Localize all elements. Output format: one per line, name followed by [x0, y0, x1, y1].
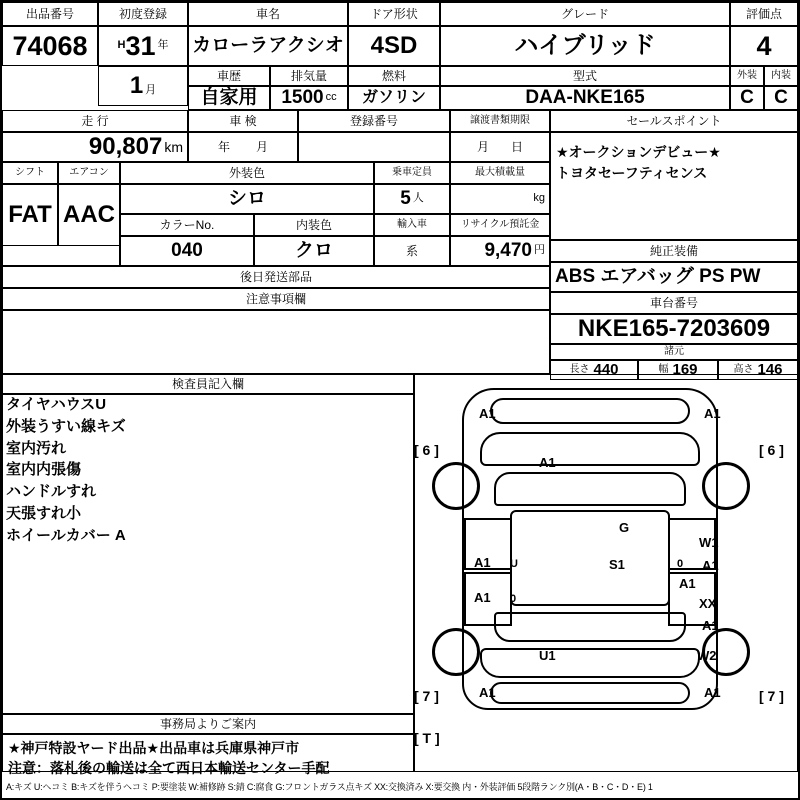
inspector-note: タイヤハウスU — [6, 396, 107, 413]
chassis-number-label: 車台番号 — [550, 292, 798, 314]
inspector-note: ホイールカバー A — [6, 526, 126, 544]
mark-glass-g: G — [619, 520, 630, 535]
width-field: 幅 169 — [638, 360, 718, 380]
first-registration-month: 1 月 — [98, 66, 188, 106]
transfer-deadline-value: 月 日 — [450, 132, 550, 162]
mark-bottom-right-bracket-7: [ 7 ] — [759, 688, 784, 704]
import-label: 輸入車 — [374, 214, 450, 236]
car-history-value: 自家用 — [188, 86, 270, 110]
office-notice-line-2: 注意：落札後の輸送は全て西日本輸送センター手配 — [8, 760, 330, 777]
caution-value — [2, 310, 550, 374]
interior-grade-value: C — [764, 86, 798, 110]
era-label: H — [117, 39, 126, 52]
shaken-label: 車 検 — [188, 110, 298, 132]
sales-point-label: セールスポイント — [550, 110, 798, 132]
front-left-wheel — [432, 462, 480, 510]
model-code-label: 型式 — [440, 66, 730, 86]
seats-value: 5 人 — [374, 184, 450, 214]
registration-number-value — [298, 132, 450, 162]
office-notice-line-1: ★神戸特設ヤード出品★出品車は兵庫県神戸市 — [8, 740, 300, 756]
fuel-label: 燃料 — [348, 66, 440, 86]
mark-right-bracket-6: [ 6 ] — [759, 442, 784, 458]
displacement-label: 排気量 — [270, 66, 348, 86]
max-load-label: 最大積載量 — [450, 162, 550, 184]
displacement-value: 1500 cc — [270, 86, 348, 110]
door-shape-value: 4SD — [348, 26, 440, 66]
door-shape-label: ドア形状 — [348, 2, 440, 26]
color-number-value: 040 — [120, 236, 254, 266]
legend-text: A:キズ U:ヘコミ B:キズを伴うヘコミ P:要塗装 W:補修跡 S:錆 C:腐食 G:フロントガラス点キズ XX:交換済み X:要交換 内・外装評価 5段階ランク別(A・B・C・D・E) 1 — [6, 781, 653, 792]
front-right-wheel — [702, 462, 750, 510]
dimensions-label: 諸元 — [550, 344, 798, 360]
rating-value: 4 — [730, 26, 798, 66]
mark-right-zero-upper: 0 — [677, 558, 684, 570]
rear-left-wheel — [432, 628, 480, 676]
lot-number-label: 出品番号 — [2, 2, 98, 26]
trunk — [480, 648, 700, 678]
model-code-value: DAA-NKE165 — [440, 86, 730, 110]
mark-right-xx: XX — [699, 596, 717, 611]
rear-glass — [494, 612, 686, 642]
inspector-notes — [6, 394, 126, 546]
mark-bottom-u1: U1 — [539, 648, 556, 663]
exterior-color-value: シロ — [120, 184, 374, 214]
mark-right-a1-lower: A1 — [702, 618, 719, 633]
inspector-note: ハンドルすれ — [6, 483, 97, 500]
mark-bottom-left-bracket-7: [ 7 ] — [414, 688, 439, 704]
equipment-label: 純正装備 — [550, 240, 798, 262]
mark-roof-s1: S1 — [609, 557, 625, 572]
car-name-label: 車名 — [188, 2, 348, 26]
height-field: 高さ 146 — [718, 360, 798, 380]
transfer-deadline-label: 譲渡書類期限 — [450, 110, 550, 132]
sales-point-line-2: トヨタセーフティセンス — [556, 165, 708, 181]
exterior-grade-label: 外装 — [730, 66, 764, 86]
max-load-value: kg — [450, 184, 550, 214]
first-registration-value — [98, 26, 188, 66]
mark-right-w1: W1 — [699, 535, 719, 550]
mark-upper-inner-a1: A1 — [539, 455, 556, 470]
first-registration-label: 初度登録 — [98, 2, 188, 26]
fuel-value: ガソリン — [348, 86, 440, 110]
color-number-label: カラーNo. — [120, 214, 254, 236]
car-history-label: 車歴 — [188, 66, 270, 86]
grade-label: グレード — [440, 2, 730, 26]
inspector-note: 外装うすい線キズ — [6, 417, 126, 435]
mark-bottom-bracket-t: [ T ] — [414, 730, 440, 746]
car-name-value: カローラアクシオ — [188, 26, 348, 66]
roof-cabin — [510, 510, 670, 606]
mark-right-a1-mid: A1 — [679, 576, 696, 591]
interior-color-suffix: 系 — [374, 236, 450, 266]
seats-label: 乗車定員 — [374, 162, 450, 184]
mark-left-rear-a1: A1 — [474, 590, 491, 605]
later-parts-label: 後日発送部品 — [2, 266, 550, 288]
interior-grade-label: 内装 — [764, 66, 798, 86]
exterior-color-label: 外装色 — [120, 162, 374, 184]
hood — [480, 432, 700, 466]
registration-number-label: 登録番号 — [298, 110, 450, 132]
inspector-note: 室内内張傷 — [6, 461, 82, 479]
mark-right-a1-upper: A1 — [702, 558, 719, 573]
mileage-value: 90,807 km — [2, 132, 188, 162]
inspector-note: 天張すれ小 — [6, 504, 82, 522]
recycle-fee-label: リサイクル預託金 — [450, 214, 550, 236]
sales-point-line-1: ★オークションデビュー★ — [556, 144, 721, 160]
mark-left-fender-u: U — [510, 558, 518, 570]
caution-label: 注意事項欄 — [2, 288, 550, 310]
lot-number-value: 74068 — [2, 26, 98, 66]
recycle-fee-value: 9,470 円 — [450, 236, 550, 266]
mileage-label: 走 行 — [2, 110, 188, 132]
length-field: 長さ 440 — [550, 360, 638, 380]
equipment-value: ABS エアバッグ PS PW — [550, 262, 798, 292]
grade-value: ハイブリッド — [440, 26, 730, 66]
aircon-value: AAC — [58, 184, 120, 246]
chassis-number-value: NKE165-7203609 — [550, 314, 798, 344]
office-notice-label: 事務局よりご案内 — [2, 714, 414, 734]
mark-top-right-a1: A1 — [704, 406, 721, 421]
shaken-value: 年 月 — [188, 132, 298, 162]
mark-bottom-w2: W2 — [697, 648, 717, 663]
shift-value: FAT — [2, 184, 58, 246]
mark-left-fender-a1: A1 — [474, 555, 491, 570]
windshield — [494, 472, 686, 506]
rating-label: 評価点 — [730, 2, 798, 26]
sales-point-lines — [556, 142, 721, 184]
mark-bottom-right-a1: A1 — [704, 685, 721, 700]
car-diagram — [414, 380, 798, 768]
inspector-note: 室内汚れ — [6, 439, 67, 457]
year-value: 31 — [125, 30, 156, 61]
rear-bumper — [490, 682, 690, 704]
shift-aircon-filler — [2, 246, 120, 266]
inspector-label: 検査員記入欄 — [2, 374, 414, 394]
exterior-grade-value: C — [730, 86, 764, 110]
front-bumper — [490, 398, 690, 424]
mark-bottom-left-a1: A1 — [479, 685, 496, 700]
aircon-label: エアコン — [58, 162, 120, 184]
mark-left-bracket-6: [ 6 ] — [414, 442, 439, 458]
mark-left-rear-zero: 0 — [510, 593, 517, 605]
interior-color-label: 内装色 — [254, 214, 374, 236]
interior-color-value: クロ — [254, 236, 374, 266]
year-unit: 年 — [157, 39, 169, 52]
shift-label: シフト — [2, 162, 58, 184]
mark-top-left-a1: A1 — [479, 406, 496, 421]
